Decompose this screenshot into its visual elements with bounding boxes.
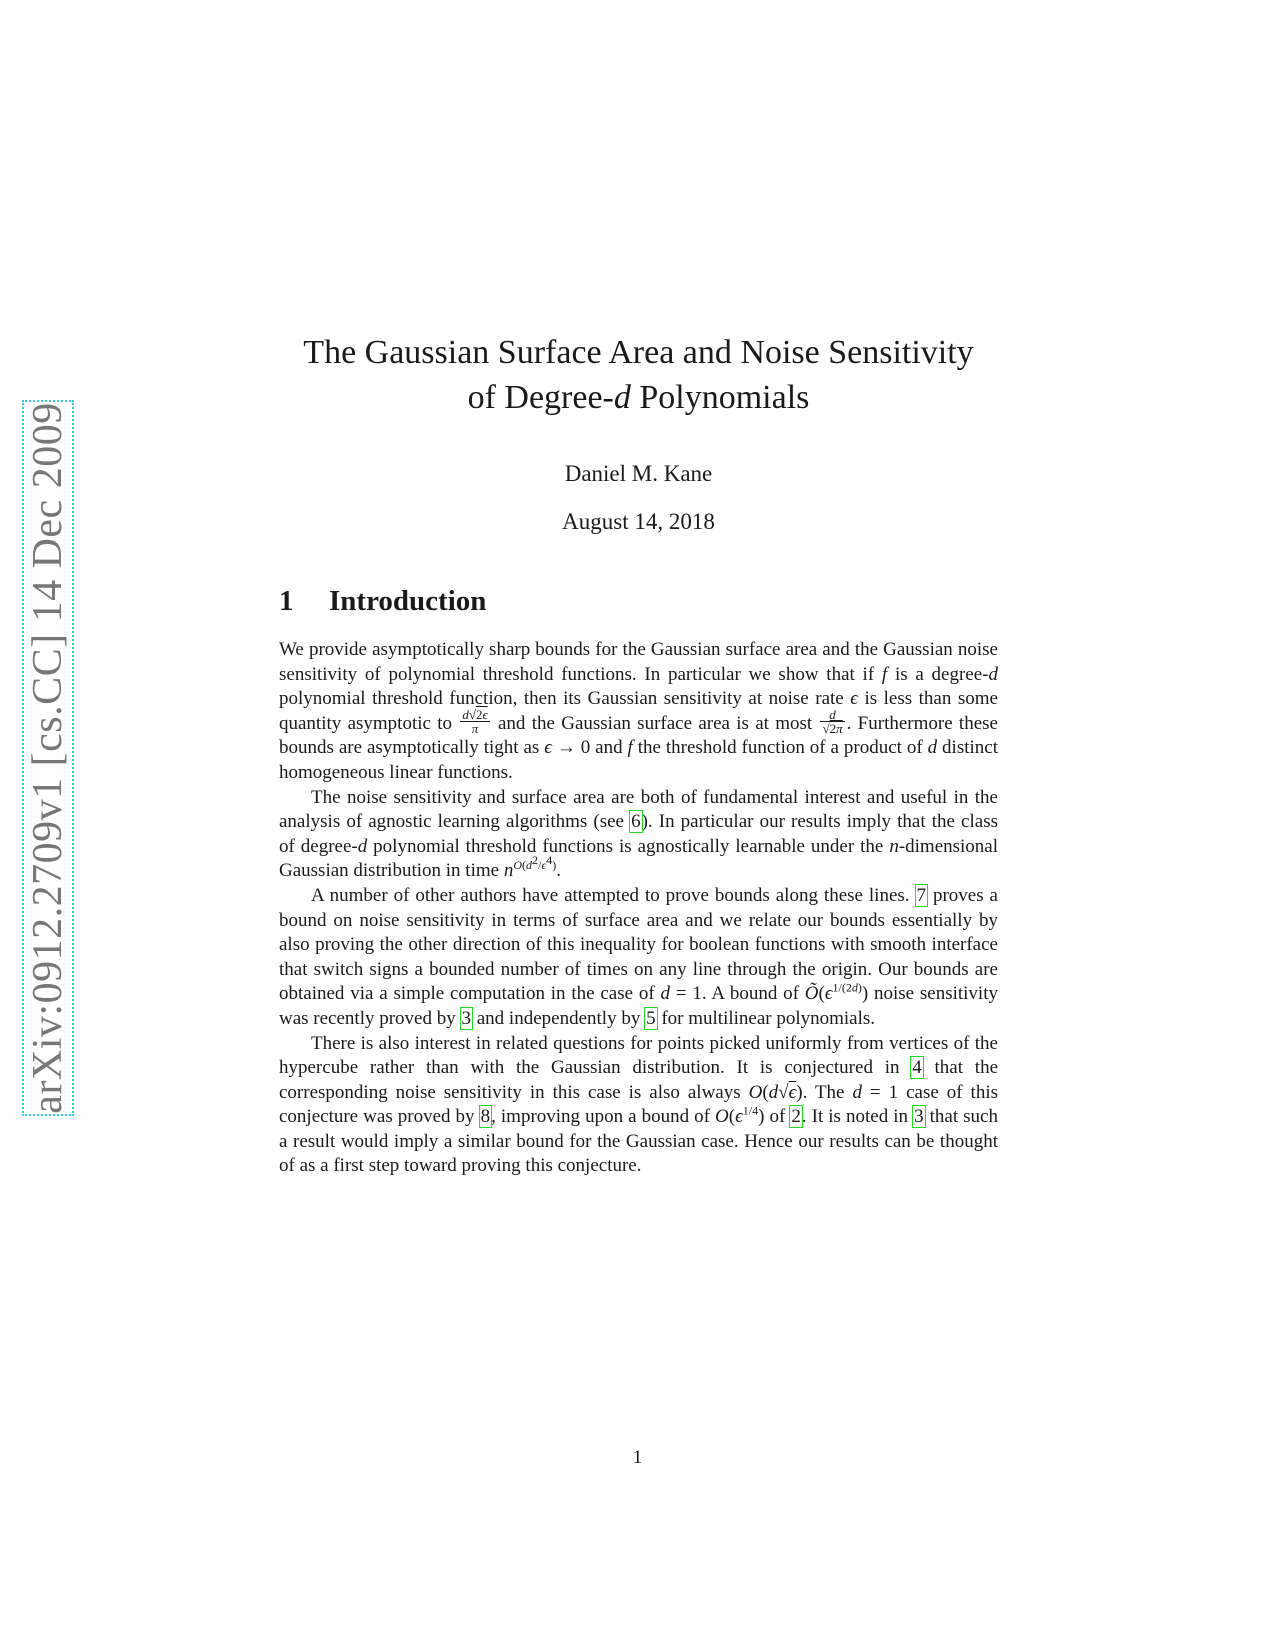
citation-3-second[interactable]: 3	[914, 1106, 924, 1128]
title-block	[276, 330, 1001, 536]
page-number: 1	[632, 1447, 643, 1468]
section-heading	[279, 585, 486, 618]
citation-3[interactable]: 3	[461, 1007, 471, 1029]
citation-8[interactable]: 8	[480, 1106, 491, 1128]
title-line-2-suffix: Polynomials	[630, 379, 810, 416]
citation-4[interactable]: 4	[912, 1057, 922, 1079]
arxiv-stamp-text: arXiv:0912.2709v1 [cs.CC] 14 Dec 2009	[25, 402, 71, 1114]
title-line-2-var: d	[613, 379, 631, 416]
author: Daniel M. Kane	[564, 461, 713, 486]
introduction-body	[279, 638, 998, 1179]
citation-5[interactable]: 5	[646, 1007, 656, 1029]
citation-2[interactable]: 2	[791, 1106, 801, 1128]
paper-title	[276, 330, 1001, 420]
date: August 14, 2018	[562, 509, 715, 534]
title-line-2-prefix: of Degree-	[467, 379, 614, 416]
section-number: 1	[279, 585, 294, 617]
paragraph-4: There is also interest in related questions for points picked uniformly from vertices of the hypercube rather than with the Gaussian distribution. It is conjectured in 4 that the corresponding noise sensitivity in this case is also always O(d√ϵ). The d = 1 case of this conjecture was proved by 8, improving upon a bound of $O(\epsilon^{1/4})$ of 2. It is noted in 3 that such a result would imply a similar bound for the Gaussian case. Hence our results can be thought of as a first step toward proving this conjecture.	[279, 1032, 999, 1177]
citation-6[interactable]: 6	[631, 811, 641, 833]
citation-7[interactable]: 7	[916, 884, 926, 906]
title-line-1: The Gaussian Surface Area and Noise Sensitivity	[303, 334, 974, 371]
fraction-d-over-sqrt2pi: $\frac{d}{√2\pi}$	[822, 706, 843, 736]
arxiv-stamp	[22, 400, 74, 1116]
paragraph-1: We provide asymptotically sharp bounds for the Gaussian surface area and the Gaussian noise sensitivity of polynomial threshold functions. In particular we show that if f is a degree-d polynomial threshold function, then its Gaussian sensitivity at noise rate ϵ is less than some quantity asymptotic to $\frac{d√2\epsilon}{\pi}$ and the Gaussian surface area is at most $\frac{d}{√2\pi}$ . Furthermore these bounds are asymptotically tight as ϵ → 0 and f the threshold function of a product of d distinct homogeneous linear functions.	[279, 639, 998, 783]
paragraph-2: The noise sensitivity and surface area are both of fundamental interest and useful in the analysis of agnostic learning algorithms (see 6). In particular our results imply that the class of degree-d polynomial threshold functions is agnostically learnable under the n-dimensional Gaussian distribution in time $n^{O(d^2/\epsilon^4)}$.	[279, 786, 999, 882]
paragraph-3: A number of other authors have attempted to prove bounds along these lines. 7 proves a bound on noise sensitivity in terms of surface area and we relate our bounds essentially by also proving the other direction of this inequality for boolean functions with smooth interface that switch signs a bounded number of times on any line through the origin. Our bounds are obtained via a simple computation in the case of d = 1. A bound of $Õ(\epsilon^{1/(2d)})$ noise sensitivity was recently proved by 3 and independently by 5 for multilinear polynomials.	[279, 884, 998, 1029]
fraction-d-sqrt2eps-over-pi: $\frac{d√2\epsilon}{\pi}$	[462, 706, 488, 736]
section-title: Introduction	[329, 585, 487, 617]
